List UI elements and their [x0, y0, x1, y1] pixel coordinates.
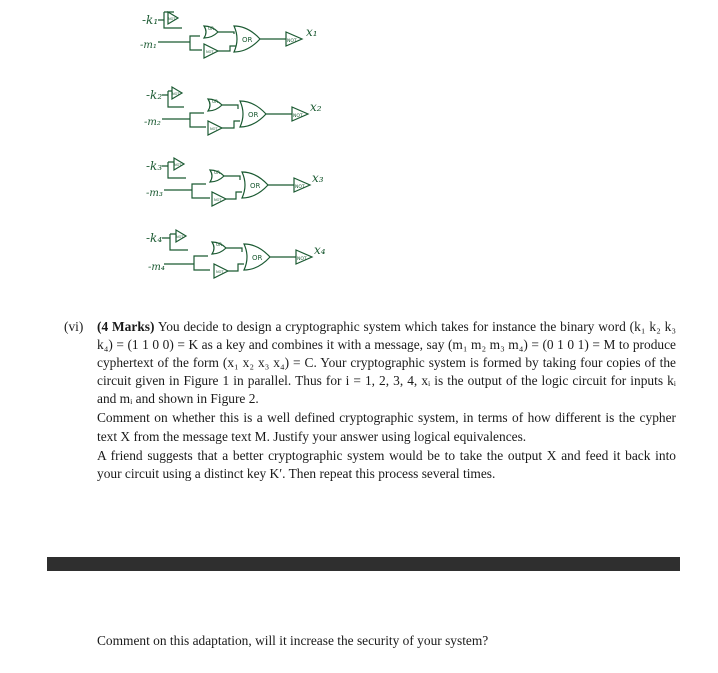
- k-input-label: -k₃: [146, 159, 163, 173]
- k-input-label: -k₄: [146, 231, 163, 245]
- question-paragraph-1: [97, 318, 676, 408]
- svg-text:OR: OR: [208, 26, 214, 31]
- separator-bar: [47, 557, 680, 571]
- svg-text:NOT: NOT: [176, 235, 184, 239]
- m-input-label: -m₄: [148, 262, 165, 273]
- svg-text:NOT: NOT: [297, 257, 307, 262]
- circuit-4: [130, 228, 350, 280]
- question-paragraph-3: A friend suggests that a better cryptographic system would be to take the output X and feed it back into your circuit using a distinct key K′. Then repeat this process several times.: [97, 447, 676, 481]
- circuit-2: [130, 85, 350, 137]
- svg-text:NOT: NOT: [287, 39, 297, 44]
- svg-text:OR: OR: [242, 36, 253, 44]
- circuit-3: [130, 154, 350, 206]
- question-number: (vi): [64, 319, 84, 334]
- k-input-label: -k₂: [146, 88, 163, 102]
- x-output-label: x₃: [312, 171, 324, 185]
- m-input-label: -m₃: [146, 188, 163, 199]
- svg-text:NOT: NOT: [293, 114, 303, 119]
- svg-text:NOT: NOT: [214, 198, 222, 202]
- svg-text:NOT: NOT: [206, 50, 214, 54]
- svg-text:NOT: NOT: [172, 92, 180, 96]
- x-output-label: x₁: [306, 25, 318, 39]
- question-text-1: You decide to design a cryptographic system which takes for instance the binary word (k₁ k₂ k₃ k₄) = (1 1 0 0) = K as a key and combines it with a message, say (m₁ m₂ m₃ m₄) = (0 1 0 1) = M to produce cyphertext of the form (x₁ x₂ x₃ x₄) = C. Your cryptographic system is formed by taking four copies of the circuit given in Figure 1 in parallel. Thus for i = 1, 2, 3, 4, xᵢ is the output of the logic circuit for inputs kᵢ and mᵢ and shown in Figure 2.: [97, 319, 677, 407]
- x-output-label: x₄: [314, 243, 326, 257]
- svg-text:OR: OR: [216, 242, 222, 247]
- k-input-label: -k₁: [142, 13, 159, 27]
- m-input-label: -m₂: [144, 117, 161, 128]
- followup-prompt: Comment on this adaptation, will it increase the security of your system?: [97, 633, 489, 648]
- question-marks: (4 Marks): [97, 319, 155, 334]
- svg-text:OR: OR: [212, 99, 218, 104]
- svg-text:OR: OR: [250, 182, 261, 190]
- x-output-label: x₂: [310, 100, 322, 114]
- svg-text:OR: OR: [214, 170, 220, 175]
- svg-text:NOT: NOT: [295, 185, 305, 190]
- svg-text:OR: OR: [248, 111, 259, 119]
- svg-text:NOT: NOT: [168, 17, 176, 21]
- svg-text:NOT: NOT: [210, 127, 218, 131]
- question-paragraph-2: Comment on whether this is a well defined cryptographic system, in terms of how different is the cypher text X from the message text M. Justify your answer using logical equivalences.: [97, 410, 676, 444]
- circuit-1: [130, 6, 350, 58]
- question-block: [64, 318, 676, 484]
- svg-text:NOT: NOT: [216, 270, 224, 274]
- m-input-label: -m₁: [140, 40, 157, 51]
- svg-text:OR: OR: [252, 254, 263, 262]
- svg-text:NOT: NOT: [174, 163, 182, 167]
